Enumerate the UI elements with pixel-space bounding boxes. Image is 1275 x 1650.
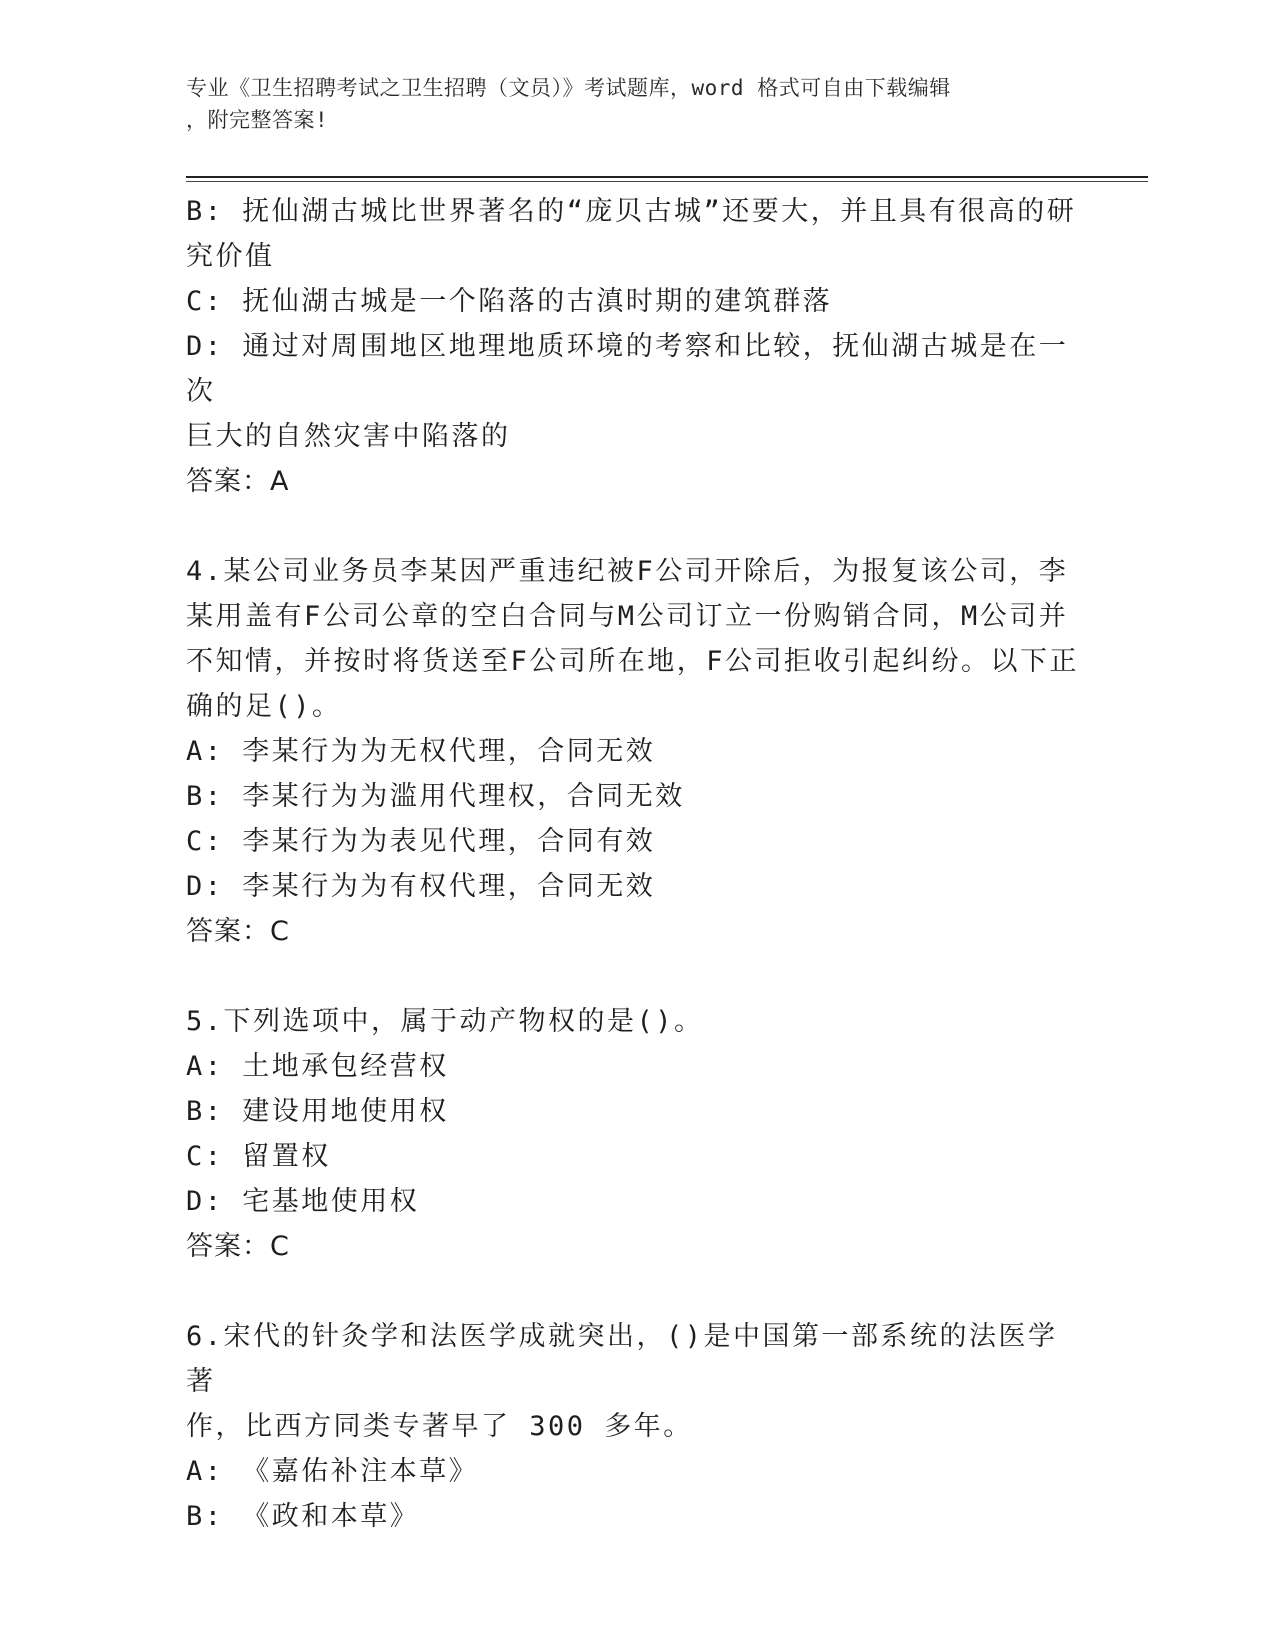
option-a: A: 《嘉佑补注本草》 bbox=[186, 1456, 479, 1487]
option-b-line-1: B: 抚仙湖古城比世界著名的“庞贝古城”还要大，并且具有很高的研 bbox=[186, 196, 1077, 227]
option-d: D: 李某行为为有权代理，合同无效 bbox=[186, 871, 656, 902]
question-stem: 5.下列选项中，属于动产物权的是()。 bbox=[186, 1006, 704, 1037]
option-c: C: 抚仙湖古城是一个陷落的古滇时期的建筑群落 bbox=[186, 286, 833, 317]
option-a: A: 土地承包经营权 bbox=[186, 1051, 449, 1082]
answer: 答案：C bbox=[186, 916, 290, 947]
spacer bbox=[186, 954, 1086, 999]
option-c: C: 李某行为为表见代理，合同有效 bbox=[186, 826, 656, 857]
option-b: B: 建设用地使用权 bbox=[186, 1096, 449, 1127]
option-d: D: 宅基地使用权 bbox=[186, 1186, 420, 1217]
spacer bbox=[186, 504, 1086, 549]
question-stem-line-2: 某用盖有F公司公章的空白合同与M公司订立一份购销合同，M公司并 bbox=[186, 601, 1069, 632]
question-5 bbox=[186, 999, 1086, 1269]
spacer bbox=[186, 1269, 1086, 1314]
question-stem-line-1: 6.宋代的针灸学和法医学成就突出，()是中国第一部系统的法医学著 bbox=[186, 1321, 1058, 1397]
option-d-line-1: D: 通过对周围地区地理地质环境的考察和比较，抚仙湖古城是在一次 bbox=[186, 331, 1069, 407]
option-b-line-2: 究价值 bbox=[186, 241, 275, 272]
option-b: B: 李某行为为滥用代理权，合同无效 bbox=[186, 781, 685, 812]
document-header bbox=[186, 72, 1086, 136]
answer: 答案：C bbox=[186, 1231, 290, 1262]
option-a: A: 李某行为为无权代理，合同无效 bbox=[186, 736, 656, 767]
header-divider-thin bbox=[186, 181, 1148, 182]
question-stem-line-1: 4.某公司业务员李某因严重违纪被F公司开除后，为报复该公司，李 bbox=[186, 556, 1069, 587]
header-line-2: ，附完整答案! bbox=[186, 108, 329, 132]
question-6 bbox=[186, 1314, 1086, 1539]
question-4 bbox=[186, 549, 1086, 954]
question-stem-line-4: 确的足()。 bbox=[186, 691, 342, 722]
option-d-line-2: 巨大的自然灾害中陷落的 bbox=[186, 421, 511, 452]
option-c: C: 留置权 bbox=[186, 1141, 331, 1172]
question-stem-line-2: 作，比西方同类专著早了 300 多年。 bbox=[186, 1411, 693, 1442]
header-line-1: 专业《卫生招聘考试之卫生招聘（文员）》考试题库，word 格式可自由下载编辑 bbox=[186, 76, 951, 100]
option-b: B: 《政和本草》 bbox=[186, 1501, 420, 1532]
answer: 答案：A bbox=[186, 466, 290, 497]
header-divider-thick bbox=[186, 176, 1148, 178]
question-stem-line-3: 不知情，并按时将货送至F公司所在地，F公司拒收引起纠纷。以下正 bbox=[186, 646, 1080, 677]
document-body bbox=[186, 189, 1086, 1539]
question-3 bbox=[186, 189, 1086, 504]
